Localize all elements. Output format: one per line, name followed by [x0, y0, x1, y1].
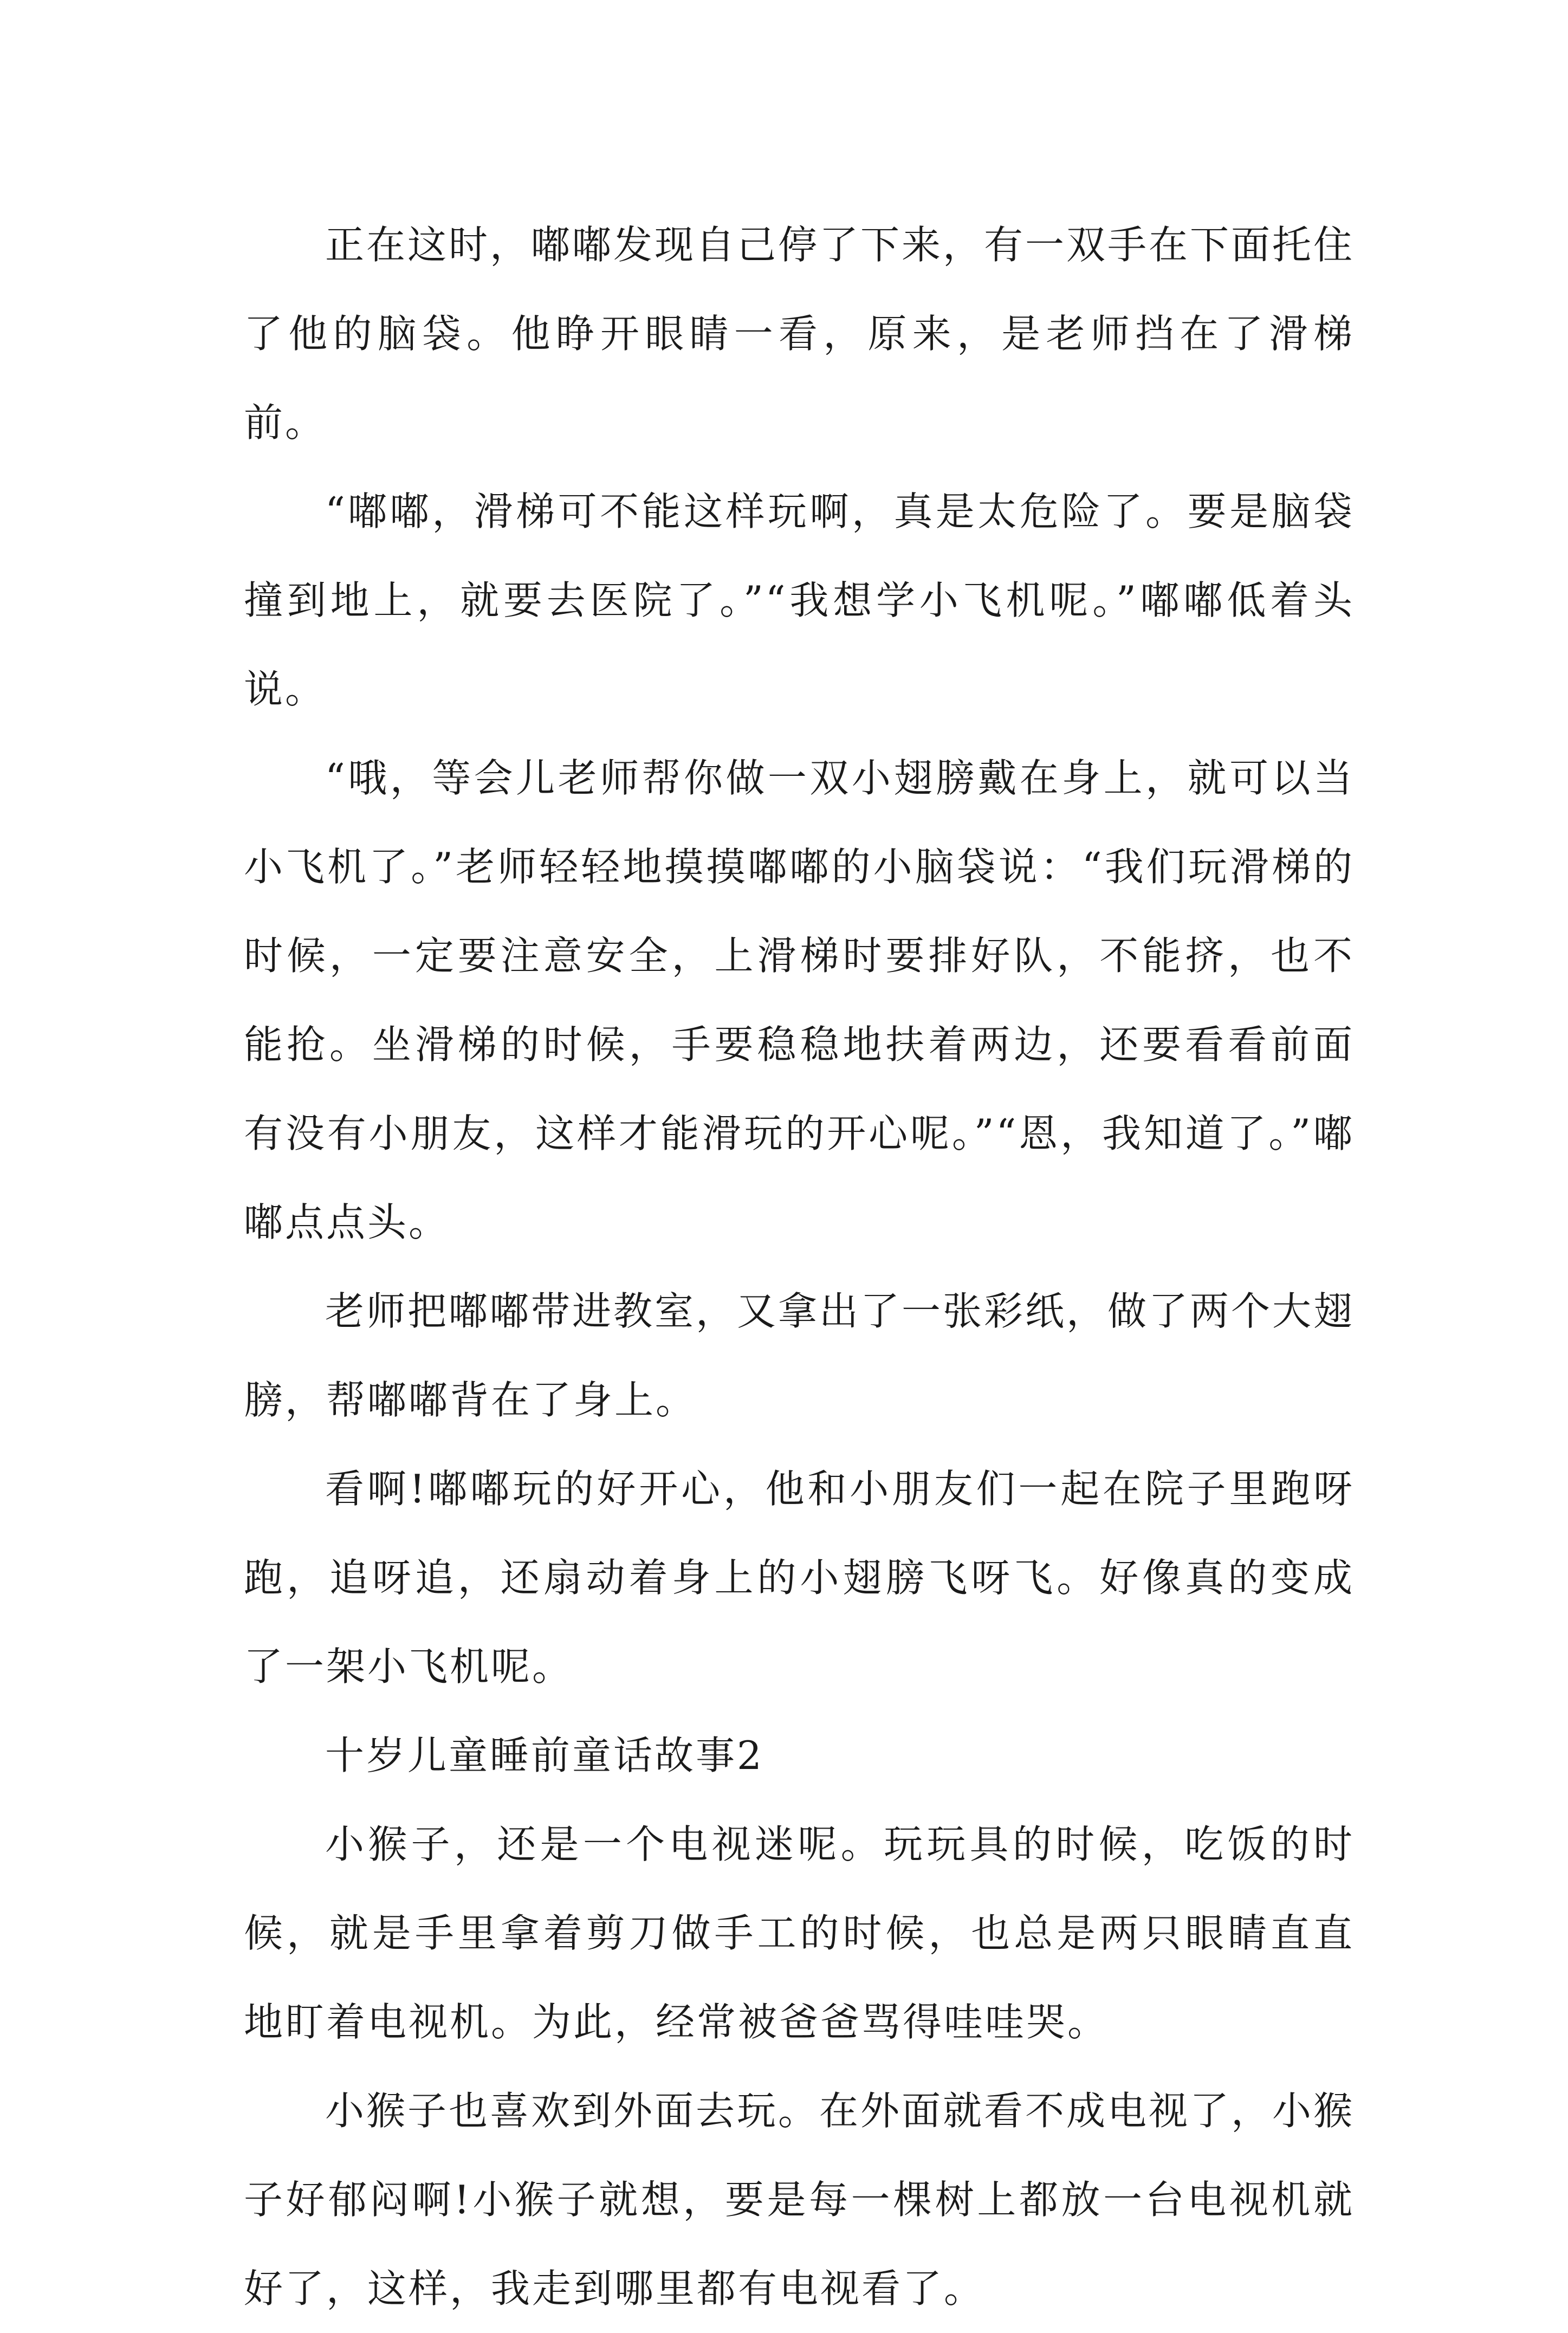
document-body	[244, 200, 1355, 2333]
section-heading: 十岁儿童睡前童话故事2	[325, 1733, 764, 1778]
paragraph: “嘟嘟，滑梯可不能这样玩啊，真是太危险了。要是脑袋撞到地上，就要去医院了。”“我想学小飞机呢。”嘟嘟低着头说。	[244, 489, 1355, 712]
paragraph: 小猴子也喜欢到外面去玩。在外面就看不成电视了，小猴子好郁闷啊!小猴子就想，要是每一棵树上都放一台电视机就好了，这样，我走到哪里都有电视看了。	[244, 2088, 1355, 2311]
paragraph: 看啊!嘟嘟玩的好开心，他和小朋友们一起在院子里跑呀跑，追呀追，还扇动着身上的小翅膀飞呀飞。好像真的变成了一架小飞机呢。	[244, 1466, 1355, 1689]
paragraph: 老师把嘟嘟带进教室，又拿出了一张彩纸，做了两个大翅膀，帮嘟嘟背在了身上。	[244, 1288, 1355, 1423]
paragraph: 正在这时，嘟嘟发现自己停了下来，有一双手在下面托住了他的脑袋。他睁开眼睛一看，原来，是老师挡在了滑梯前。	[244, 222, 1355, 445]
paragraph: “哦，等会儿老师帮你做一双小翅膀戴在身上，就可以当小飞机了。”老师轻轻地摸摸嘟嘟的小脑袋说：“我们玩滑梯的时候，一定要注意安全，上滑梯时要排好队，不能挤，也不能抢。坐滑梯的时候，手要稳稳地扶着两边，还要看看前面有没有小朋友，这样才能滑玩的开心呢。”“恩，我知道了。”嘟嘟点点头。	[244, 755, 1355, 1245]
paragraph: 小猴子，还是一个电视迷呢。玩玩具的时候，吃饭的时候，就是手里拿着剪刀做手工的时候，也总是两只眼睛直直地盯着电视机。为此，经常被爸爸骂得哇哇哭。	[244, 1822, 1355, 2045]
